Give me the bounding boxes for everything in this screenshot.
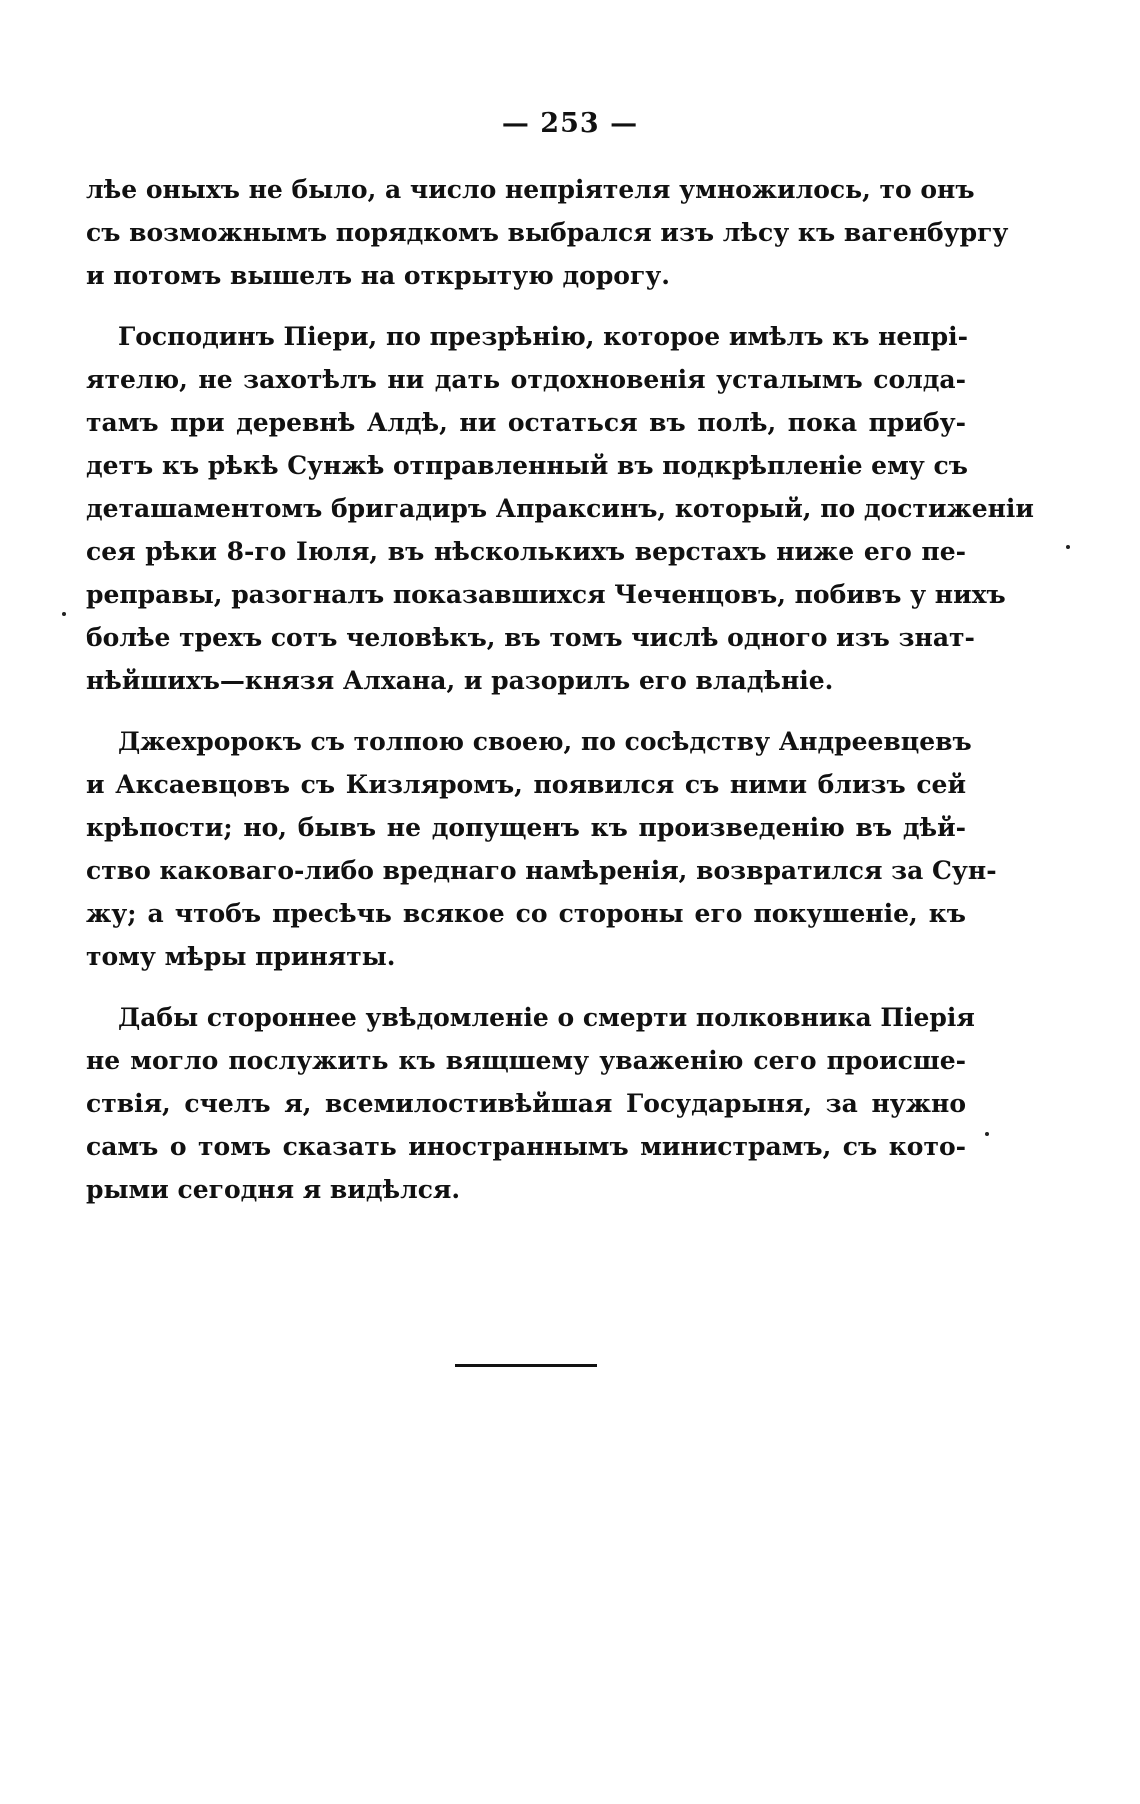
print-speck [62, 612, 66, 616]
closing-rule [455, 1364, 597, 1367]
text-line: деташаментомъ бригадиръ Апраксинъ, который, по достиженіи [86, 494, 1034, 523]
text-line: Джехророкъ съ толпою своею, по сосѣдству Андреевцевъ [118, 727, 972, 756]
page-number: — 253 — [501, 108, 639, 139]
text-line: ствія, счелъ я, всемилостивѣйшая Государыня, за нужно [86, 1089, 966, 1118]
print-speck [985, 1132, 989, 1136]
paragraph-3 [86, 720, 997, 978]
print-speck [1066, 545, 1070, 549]
text-line: сея рѣки 8-го Іюля, въ нѣсколькихъ верстахъ ниже его пе- [86, 537, 966, 566]
text-line: болѣе трехъ сотъ человѣкъ, въ томъ числѣ одного изъ знат- [86, 623, 975, 652]
text-line: самъ о томъ сказать иностраннымъ министрамъ, съ кото- [86, 1132, 966, 1161]
text-line: жу; а чтобъ пресѣчь всякое со стороны его покушеніе, къ [86, 899, 966, 928]
text-line: крѣпости; но, бывъ не допущенъ къ произведенію въ дѣй- [86, 813, 966, 842]
text-line: реправы, разогналъ показавшихся Чеченцовъ, побивъ у нихъ [86, 580, 1006, 609]
text-line: тамъ при деревнѣ Алдѣ, ни остаться въ полѣ, пока прибу- [86, 408, 966, 437]
text-line: тому мѣры приняты. [86, 942, 396, 971]
text-line: рыми сегодня я видѣлся. [86, 1175, 461, 1204]
text-line: лѣе оныхъ не было, а число непріятеля умножилось, то онъ [86, 175, 975, 204]
body-text [86, 168, 1034, 1211]
text-line: ство каковаго-либо вреднаго намѣренія, возвратился за Сун- [86, 856, 997, 885]
text-line: нѣйшихъ—князя Алхана, и разорилъ его владѣніе. [86, 666, 834, 695]
text-line: не могло послужить къ вящшему уваженію сего происше- [86, 1046, 966, 1075]
text-line: Господинъ Піери, по презрѣнію, которое имѣлъ къ непрі- [118, 322, 968, 351]
text-line: и Аксаевцовъ съ Кизляромъ, появился съ ними близъ сей [86, 770, 966, 799]
text-line: съ возможнымъ порядкомъ выбрался изъ лѣсу къ вагенбургу [86, 218, 1009, 247]
text-line: Дабы стороннее увѣдомленіе о смерти полковника Піерія [118, 1003, 975, 1032]
text-line: ятелю, не захотѣлъ ни дать отдохновенія усталымъ солда- [86, 365, 966, 394]
paragraph-4 [86, 996, 975, 1211]
paragraph-1 [86, 168, 1009, 297]
text-line: детъ къ рѣкѣ Сунжѣ отправленный въ подкрѣпленіе ему съ [86, 451, 968, 480]
paragraph-2 [86, 315, 1034, 702]
text-line: и потомъ вышелъ на открытую дорогу. [86, 261, 671, 290]
